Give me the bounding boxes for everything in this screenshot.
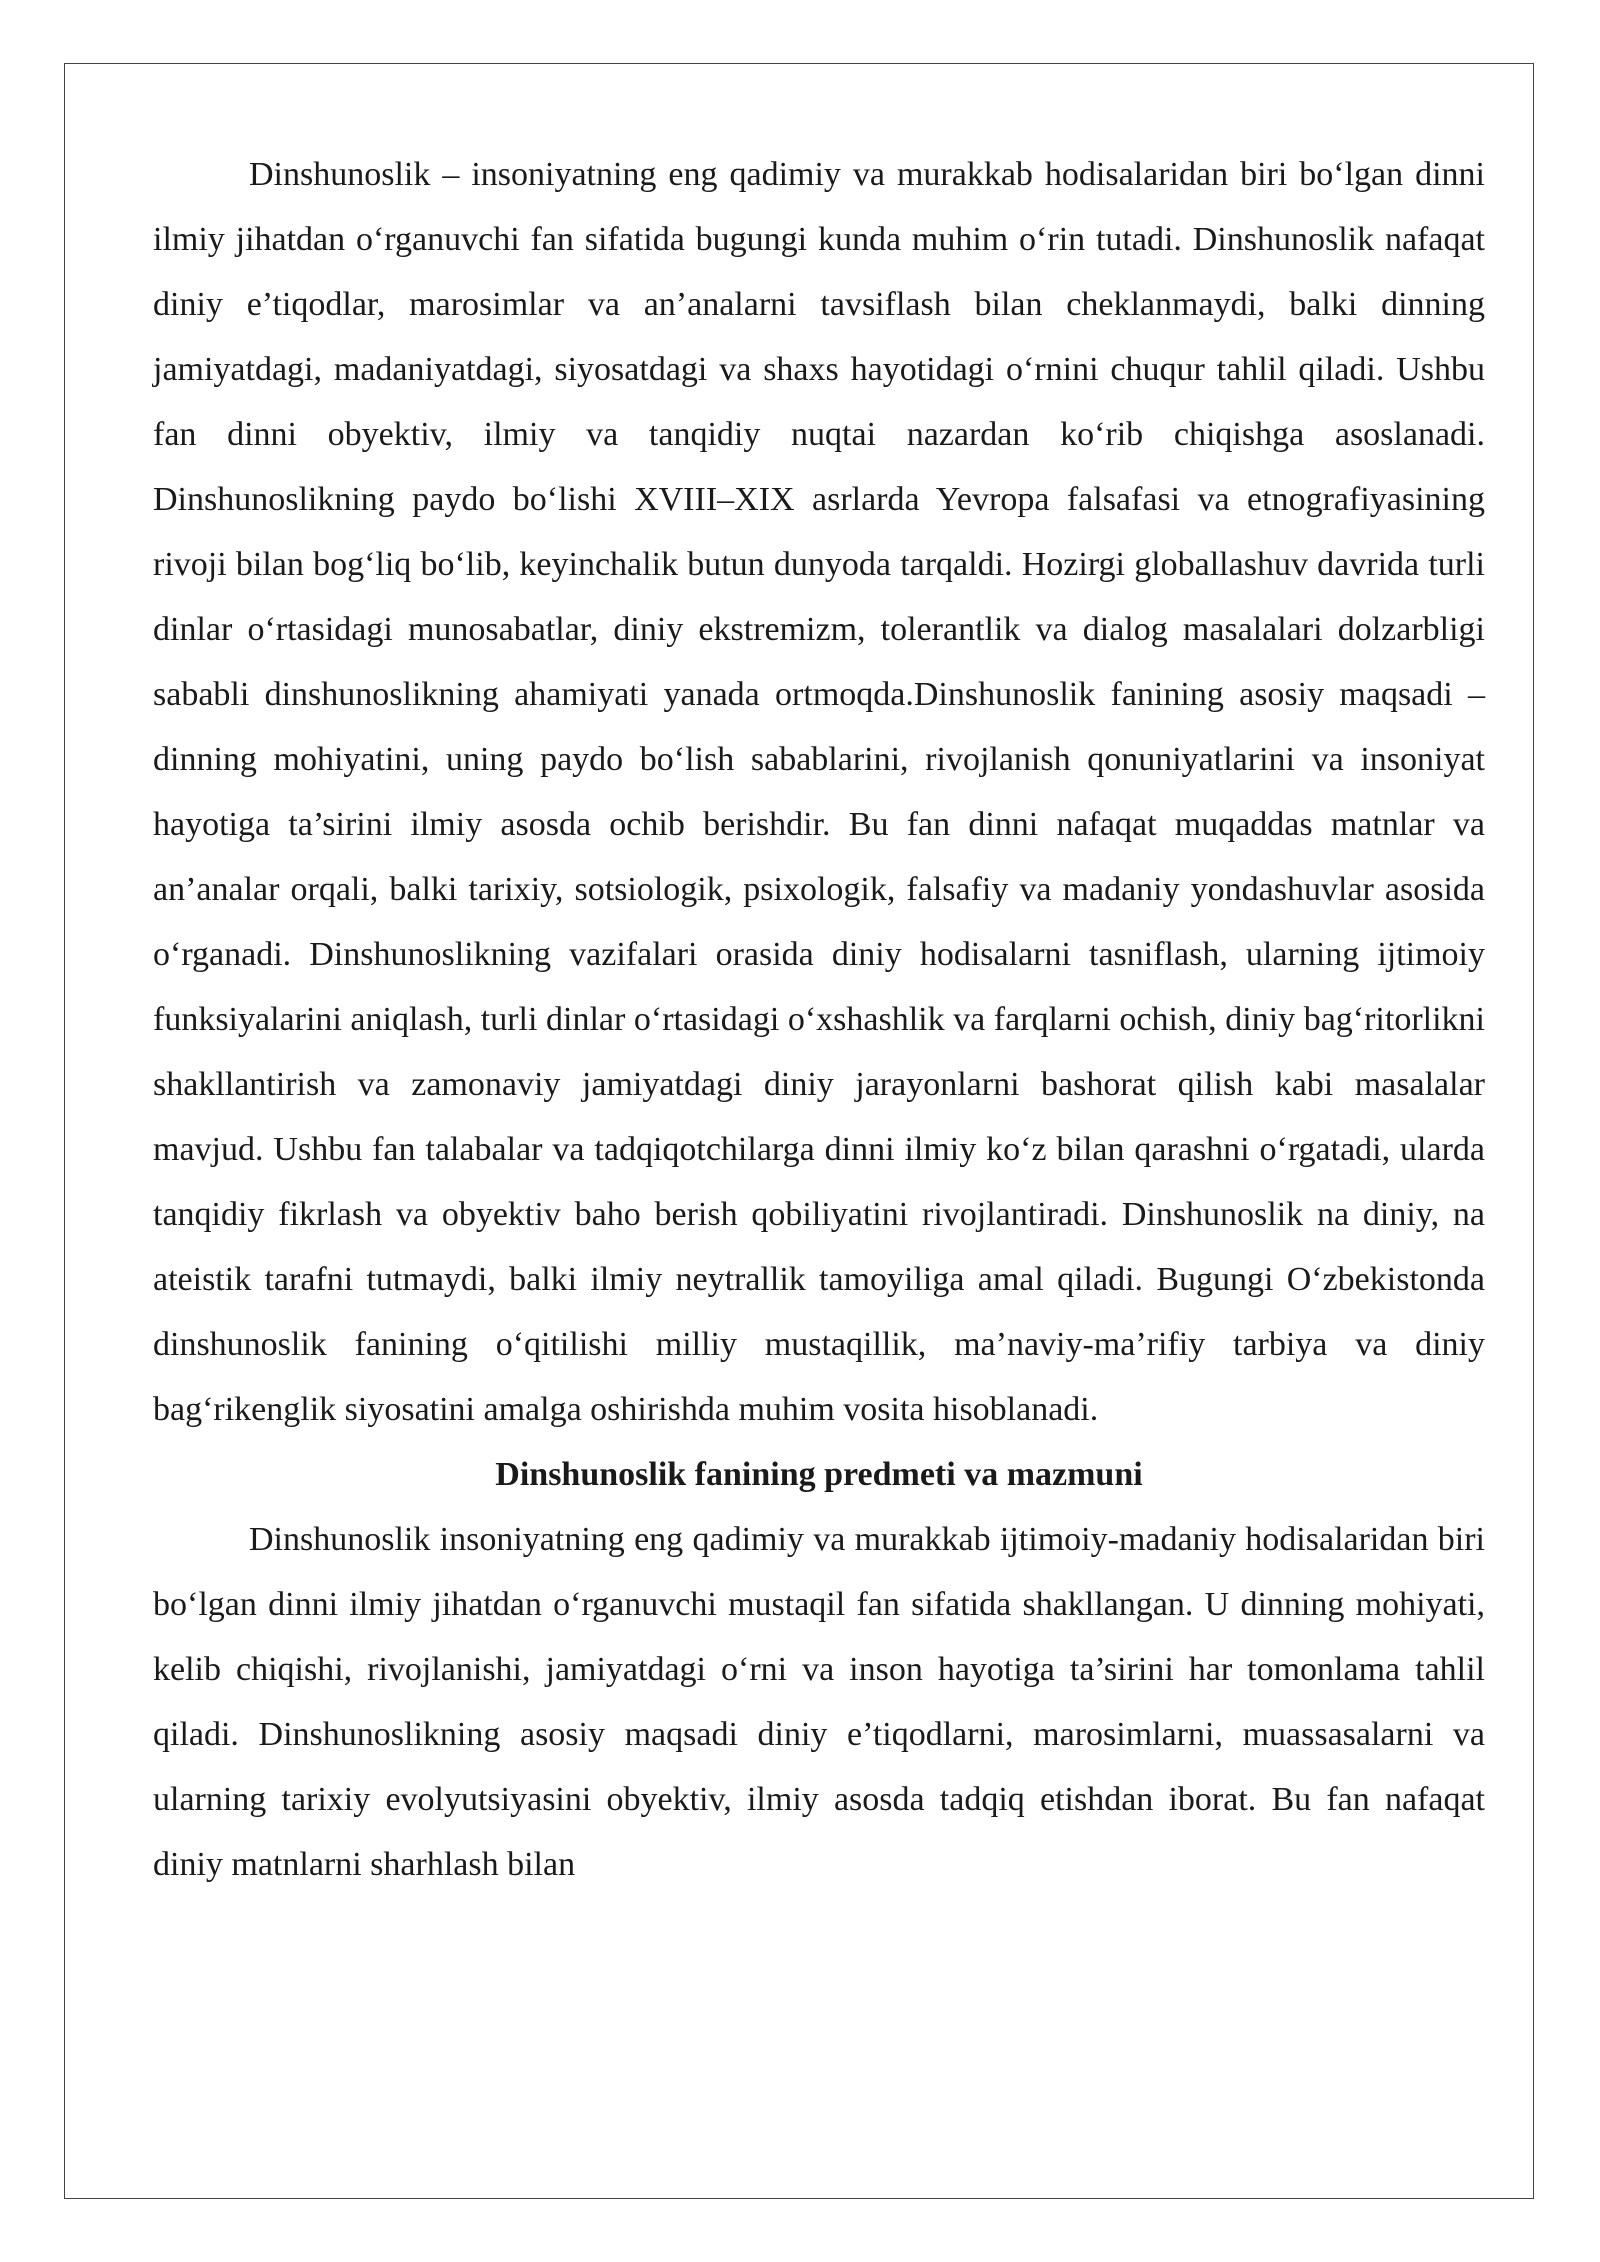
document-body (153, 142, 1485, 1897)
intro-paragraph: Dinshunoslik – insoniyatning eng qadimiy va murakkab hodisalaridan biri bo‘lgan dinni ilmiy jihatdan o‘rganuvchi fan sifatida bugungi kunda muhim o‘rin tutadi. Dinshunoslik nafaqat diniy e’tiqodlar, marosimlar va an’analarni tavsiflash bilan cheklanmaydi, balki dinning jamiyatdagi, madaniyatdagi, siyosatdagi va shaxs hayotidagi o‘rnini chuqur tahlil qiladi. Ushbu fan dinni obyektiv, ilmiy va tanqidiy nuqtai nazardan ko‘rib chiqishga asoslanadi. Dinshunoslikning paydo bo‘lishi XVIII–XIX asrlarda Yevropa falsafasi va etnografiyasining rivoji bilan bog‘liq bo‘lib, keyinchalik butun dunyoda tarqaldi. Hozirgi globallashuv davrida turli dinlar o‘rtasidagi munosabatlar, diniy ekstremizm, tolerantlik va dialog masalalari dolzarbligi sababli dinshunoslikning ahamiyati yanada ortmoqda.Dinshunoslik fanining asosiy maqsadi – dinning mohiyatini, uning paydo bo‘lish sabablarini, rivojlanish qonuniyatlarini va insoniyat hayotiga ta’sirini ilmiy asosda ochib berishdir. Bu fan dinni nafaqat muqaddas matnlar va an’analar orqali, balki tarixiy, sotsiologik, psixologik, falsafiy va madaniy yondashuvlar asosida o‘rganadi. Dinshunoslikning vazifalari orasida diniy hodisalarni tasniflash, ularning ijtimoiy funksiyalarini aniqlash, turli dinlar o‘rtasidagi o‘xshashlik va farqlarni ochish, diniy bag‘ritorlikni shakllantirish va zamonaviy jamiyatdagi diniy jarayonlarni bashorat qilish kabi masalalar mavjud. Ushbu fan talabalar va tadqiqotchilarga dinni ilmiy ko‘z bilan qarashni o‘rgatadi, ularda tanqidiy fikrlash va obyektiv baho berish qobiliyatini rivojlantiradi. Dinshunoslik na diniy, na ateistik tarafni tutmaydi, balki ilmiy neytrallik tamoyiliga amal qiladi. Bugungi O‘zbekistonda dinshunoslik fanining o‘qitilishi milliy mustaqillik, ma’naviy-ma’rifiy tarbiya va diniy bag‘rikenglik siyosatini amalga oshirishda muhim vosita hisoblanadi. (153, 156, 1485, 1428)
section-paragraph: Dinshunoslik insoniyatning eng qadimiy va murakkab ijtimoiy-madaniy hodisalaridan biri bo‘lgan dinni ilmiy jihatdan o‘rganuvchi mustaqil fan sifatida shakllangan. U dinning mohiyati, kelib chiqishi, rivojlanishi, jamiyatdagi o‘rni va inson hayotiga ta’sirini har tomonlama tahlil qiladi. Dinshunoslikning asosiy maqsadi diniy e’tiqodlarni, marosimlarni, muassasalarni va ularning tarixiy evolyutsiyasini obyektiv, ilmiy asosda tadqiq etishdan iborat. Bu fan nafaqat diniy matnlarni sharhlash bilan (153, 1521, 1485, 1883)
section-heading: Dinshunoslik fanining predmeti va mazmuni (495, 1456, 1143, 1493)
